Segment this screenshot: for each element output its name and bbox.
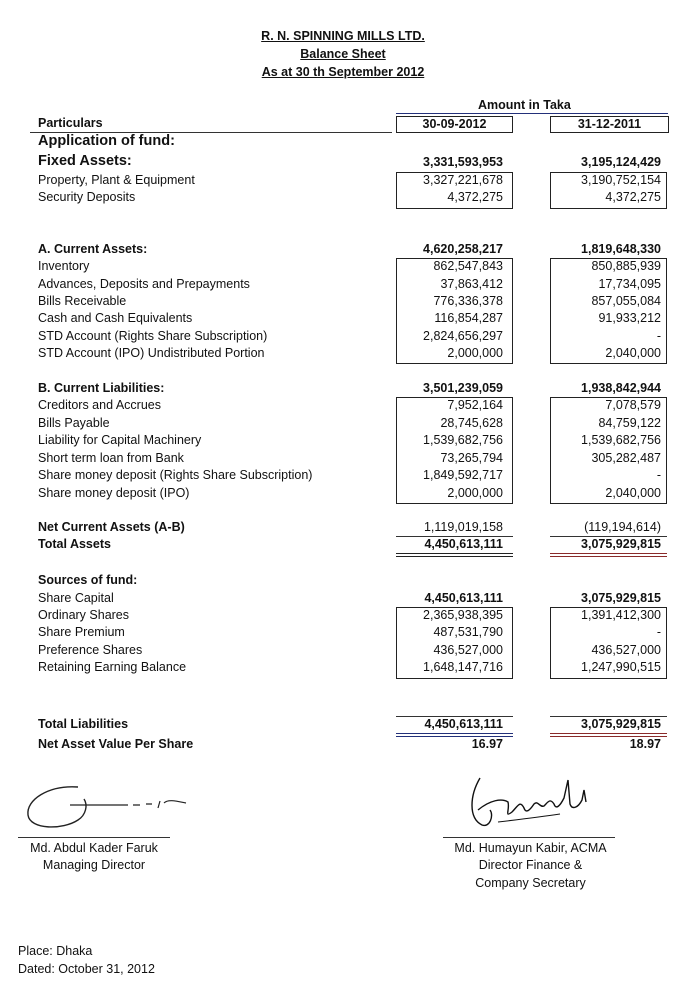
list-item: Preference Shares [38, 643, 143, 657]
right-signatory-title-2: Company Secretary [475, 876, 586, 890]
ppe-v2: 3,190,752,154 [581, 173, 661, 187]
list-item-v2: 1,247,990,515 [581, 660, 661, 674]
list-item: Creditors and Accrues [38, 398, 161, 412]
right-signature-image [460, 770, 600, 832]
total-assets-double-rule-2 [550, 553, 667, 557]
security-deposits-v1: 4,372,275 [447, 190, 503, 204]
list-item-v1: 2,000,000 [447, 486, 503, 500]
list-item-v1: 28,745,628 [440, 416, 503, 430]
list-item-v1: 73,265,794 [440, 451, 503, 465]
list-item: Short term loan from Bank [38, 451, 184, 465]
list-item-v2: 857,055,084 [591, 294, 661, 308]
list-item: Bills Receivable [38, 294, 127, 308]
list-item-v1: 776,336,378 [433, 294, 503, 308]
list-item: Liability for Capital Machinery [38, 433, 202, 447]
right-signatory-title-1: Director Finance & [478, 858, 583, 872]
list-item-v1: 2,000,000 [447, 346, 503, 360]
total-assets-v2: 3,075,929,815 [581, 537, 661, 551]
company-name: R. N. SPINNING MILLS LTD. [261, 29, 425, 43]
total-assets-label: Total Assets [38, 537, 111, 551]
list-item-v2: 84,759,122 [598, 416, 661, 430]
total-liabilities-label: Total Liabilities [38, 717, 129, 731]
list-item-v1: 487,531,790 [433, 625, 503, 639]
list-item: Cash and Cash Equivalents [38, 311, 193, 325]
net-current-assets-v2: (119,194,614) [584, 520, 661, 534]
fixed-assets-label: Fixed Assets: [38, 153, 132, 169]
security-deposits-label: Security Deposits [38, 190, 136, 204]
right-signatory-name: Md. Humayun Kabir, ACMA [454, 841, 607, 855]
list-item-v2: - [656, 329, 661, 343]
current-assets-title: A. Current Assets: [38, 242, 148, 256]
list-item-v2: 7,078,579 [605, 398, 661, 412]
list-item-v1: 1,648,147,716 [423, 660, 503, 674]
statement-date: As at 30 th September 2012 [261, 65, 425, 79]
list-item-v1: 1,539,682,756 [423, 433, 503, 447]
list-item: Share Premium [38, 625, 125, 639]
list-item-v1: 37,863,412 [440, 277, 503, 291]
current-assets-v2: 1,819,648,330 [581, 242, 661, 256]
current-liabilities-v1: 3,501,239,059 [423, 381, 503, 395]
fixed-assets-v2: 3,195,124,429 [581, 155, 661, 169]
list-item-v1: 2,365,938,395 [423, 608, 503, 622]
list-item-v1: 7,952,164 [447, 398, 503, 412]
list-item-v2: - [656, 468, 661, 482]
list-item-v2: - [656, 625, 661, 639]
list-item: Retaining Earning Balance [38, 660, 187, 674]
list-item-v2: 91,933,212 [598, 311, 661, 325]
security-deposits-v2: 4,372,275 [605, 190, 661, 204]
list-item-v2: 17,734,095 [598, 277, 661, 291]
sources-title: Sources of fund: [38, 573, 138, 587]
statement-title: Balance Sheet [300, 47, 386, 61]
list-item-v2: 436,527,000 [591, 643, 661, 657]
list-item-v1: 116,854,287 [434, 311, 503, 325]
list-item-v2: 2,040,000 [605, 346, 661, 360]
nav-per-share-label: Net Asset Value Per Share [38, 737, 194, 751]
dated: Dated: October 31, 2012 [18, 962, 155, 976]
list-item: STD Account (IPO) Undistributed Portion [38, 346, 265, 360]
total-assets-v1: 4,450,613,111 [424, 537, 503, 551]
total-assets-double-rule-1 [396, 553, 513, 557]
current-liabilities-title: B. Current Liabilities: [38, 381, 165, 395]
net-current-assets-label: Net Current Assets (A-B) [38, 520, 185, 534]
share-capital-v2: 3,075,929,815 [581, 591, 661, 605]
left-signature-image [18, 775, 208, 840]
place: Place: Dhaka [18, 944, 93, 958]
amount-caption: Amount in Taka [478, 98, 571, 112]
right-signature-line [443, 837, 615, 838]
col2-header: 31-12-2011 [577, 117, 642, 131]
ppe-label: Property, Plant & Equipment [38, 173, 195, 187]
application-title: Application of fund: [38, 133, 175, 149]
current-assets-v1: 4,620,258,217 [423, 242, 503, 256]
share-capital-label: Share Capital [38, 591, 114, 605]
left-signatory-title: Managing Director [42, 858, 146, 872]
list-item: Inventory [38, 259, 90, 273]
share-capital-v1: 4,450,613,111 [424, 591, 503, 605]
list-item-v2: 1,391,412,300 [581, 608, 661, 622]
list-item-v1: 436,527,000 [433, 643, 503, 657]
list-item: Share money deposit (IPO) [38, 486, 190, 500]
left-signature-line [18, 837, 170, 838]
amount-underline [396, 113, 668, 114]
list-item-v2: 2,040,000 [605, 486, 661, 500]
list-item-v1: 1,849,592,717 [423, 468, 503, 482]
list-item: Bills Payable [38, 416, 110, 430]
nav-per-share-v1: 16.97 [471, 737, 503, 751]
list-item-v1: 862,547,843 [433, 259, 503, 273]
list-item-v1: 2,824,656,297 [423, 329, 503, 343]
particulars-header: Particulars [38, 116, 103, 130]
list-item-v2: 850,885,939 [591, 259, 661, 273]
total-liabilities-v1: 4,450,613,111 [424, 717, 503, 731]
list-item: Share money deposit (Rights Share Subscription) [38, 468, 313, 482]
fixed-assets-v1: 3,331,593,953 [423, 155, 503, 169]
list-item: Advances, Deposits and Prepayments [38, 277, 250, 291]
nav-per-share-v2: 18.97 [629, 737, 661, 751]
list-item: Ordinary Shares [38, 608, 130, 622]
current-liabilities-v2: 1,938,842,944 [581, 381, 661, 395]
col1-header: 30-09-2012 [422, 117, 487, 131]
list-item: STD Account (Rights Share Subscription) [38, 329, 268, 343]
total-liabilities-v2: 3,075,929,815 [581, 717, 661, 731]
ppe-v1: 3,327,221,678 [423, 173, 503, 187]
list-item-v2: 1,539,682,756 [581, 433, 661, 447]
net-current-assets-v1: 1,119,019,158 [423, 520, 503, 534]
left-signatory-name: Md. Abdul Kader Faruk [30, 841, 158, 855]
list-item-v2: 305,282,487 [591, 451, 661, 465]
